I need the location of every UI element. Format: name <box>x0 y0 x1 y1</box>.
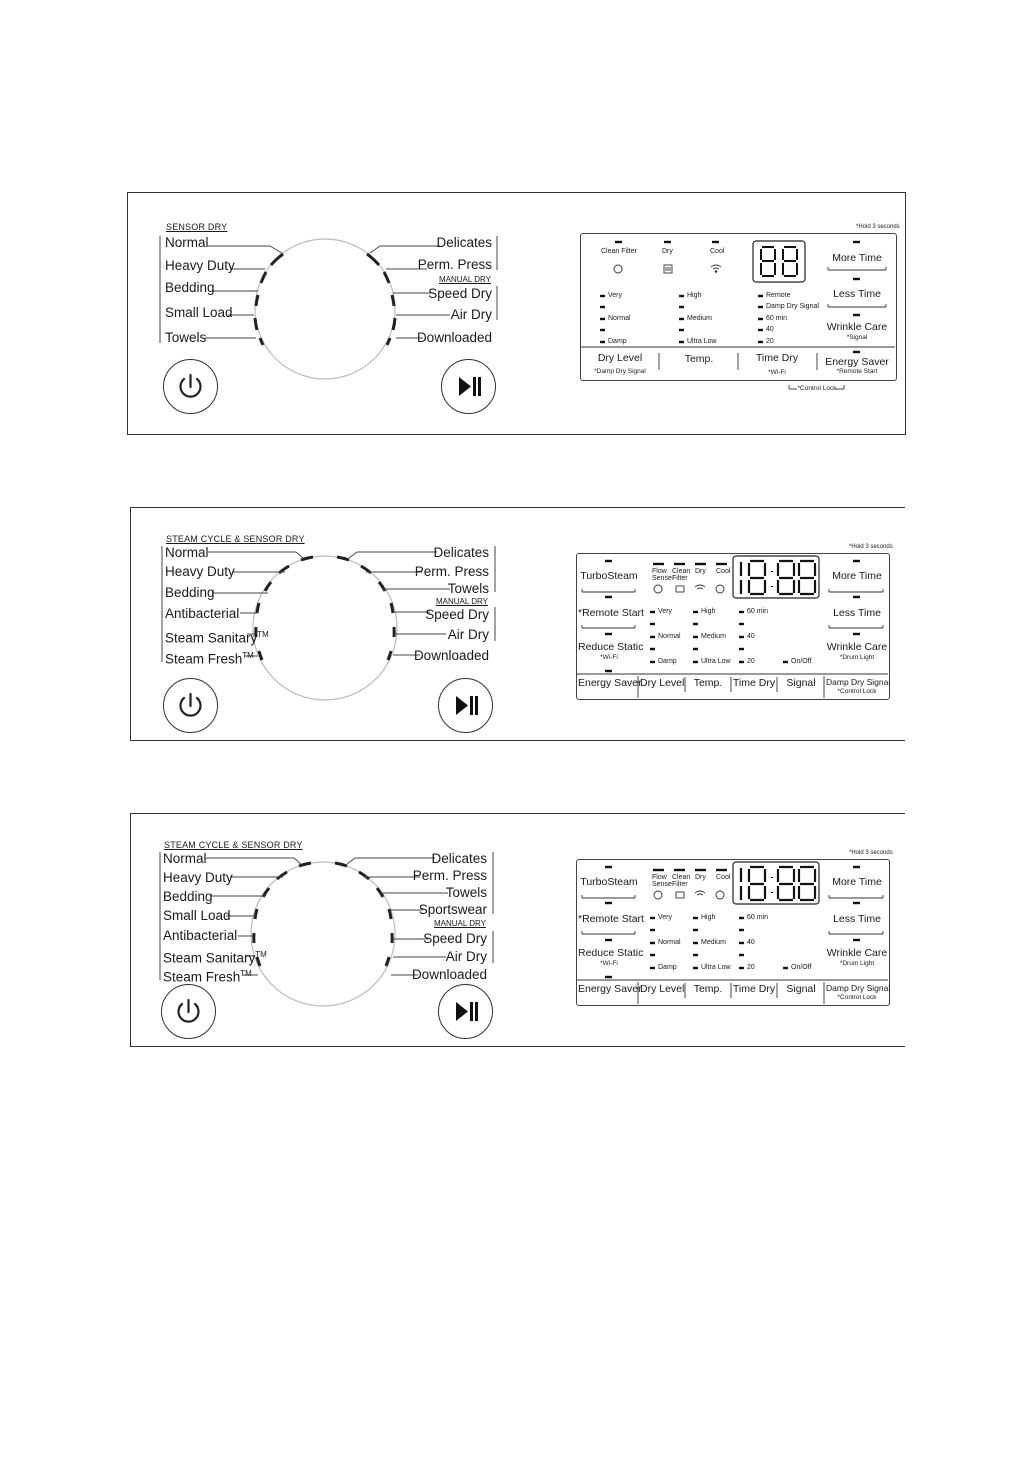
indicator-dry: Dry <box>662 248 673 255</box>
indicator-clean-filter: Clean Filter <box>601 248 637 255</box>
time-20: 20 <box>747 658 755 665</box>
cycle-heavy-duty[interactable]: Heavy Duty <box>163 870 233 885</box>
cycle-delicates[interactable]: Delicates <box>436 235 492 250</box>
cycle-heavy-duty[interactable]: Heavy Duty <box>165 258 235 273</box>
cycle-sportswear[interactable]: Sportswear <box>418 902 487 917</box>
turbosteam-button[interactable]: TurboSteam <box>580 876 638 888</box>
remote-start-sub: *Remote Start <box>836 368 878 375</box>
time-40: 40 <box>766 326 774 333</box>
cycle-downloaded[interactable]: Downloaded <box>411 967 487 982</box>
steam-fresh-text: Steam Fresh <box>165 651 243 667</box>
tm-mark: TM <box>240 969 252 978</box>
wrinkle-care-button[interactable]: Wrinkle Care <box>826 947 888 959</box>
signal-button[interactable]: Signal <box>786 677 816 689</box>
cycle-bedding[interactable]: Bedding <box>163 889 213 904</box>
tm-mark: TM <box>257 630 269 639</box>
energy-saver-button[interactable]: Energy Saver <box>578 983 642 995</box>
steam-sanitary-text: Steam Sanitary <box>163 950 256 966</box>
temp-high: High <box>701 608 716 615</box>
less-time-button[interactable]: Less Time <box>833 288 881 300</box>
indicator-dry: Dry <box>695 568 706 575</box>
damp-dry-signal-sub: *Damp Dry Signal <box>594 368 646 375</box>
on-off-label: On/Off <box>791 658 812 665</box>
dry-damp: Damp <box>608 338 627 345</box>
dry-normal: Normal <box>658 633 681 640</box>
steam-sensor-header: STEAM CYCLE & SENSOR DRY <box>164 840 303 850</box>
time-20: 20 <box>747 964 755 971</box>
time-dry-button[interactable]: Time Dry <box>732 983 776 995</box>
manual-dry-label: MANUAL DRY <box>438 275 491 284</box>
energy-saver-button[interactable]: Energy Saver <box>578 677 642 689</box>
indicator-dry: Dry <box>695 874 706 881</box>
time-remote: Remote <box>766 292 791 299</box>
cycle-heavy-duty[interactable]: Heavy Duty <box>165 564 235 579</box>
energy-saver-button[interactable]: Energy Saver <box>825 356 889 368</box>
steam-fresh-text: Steam Fresh <box>163 969 241 985</box>
wifi-sub: *Wi-Fi <box>600 654 618 661</box>
reduce-static-button[interactable]: Reduce Static <box>578 641 644 653</box>
more-time-button[interactable]: More Time <box>832 252 882 264</box>
cycle-air-dry[interactable]: Air Dry <box>447 627 489 642</box>
more-time-button[interactable]: More Time <box>832 570 882 582</box>
temp-high: High <box>687 292 702 299</box>
dry-damp: Damp <box>658 964 677 971</box>
dry-normal: Normal <box>658 939 681 946</box>
time-dry-button[interactable]: Time Dry <box>755 352 799 364</box>
dry-very: Very <box>658 608 673 615</box>
drum-light-sub: *Drum Light <box>839 654 875 661</box>
cycle-normal[interactable]: Normal <box>165 235 209 250</box>
hold-note: *Hold 3 seconds <box>856 224 900 230</box>
indicator-clean-filter: Clean Filter <box>672 568 691 582</box>
time-damp-dry-signal: Damp Dry Signal <box>766 303 819 310</box>
remote-start-button[interactable]: *Remote Start <box>578 607 644 619</box>
sensor-dry-header: SENSOR DRY <box>166 222 228 232</box>
damp-dry-signal-button[interactable]: Damp Dry Signal <box>826 677 891 687</box>
dry-very: Very <box>608 292 623 299</box>
indicator-cool: Cool <box>710 248 725 255</box>
steam-sensor-header: STEAM CYCLE & SENSOR DRY <box>166 534 305 544</box>
cycle-downloaded[interactable]: Downloaded <box>413 648 489 663</box>
temp-medium: Medium <box>701 633 726 640</box>
control-lock-note: *Control Lock <box>797 385 837 392</box>
cycle-small-load[interactable]: Small Load <box>163 908 231 923</box>
temp-ultra-low: Ultra Low <box>701 658 731 665</box>
time-20: 20 <box>766 338 774 345</box>
time-40: 40 <box>747 939 755 946</box>
cycle-perm-press[interactable]: Perm. Press <box>412 868 487 883</box>
signal-button[interactable]: Signal <box>786 983 816 995</box>
wifi-sub: *Wi-Fi <box>768 369 786 376</box>
indicator-clean-filter: Clean Filter <box>672 874 691 888</box>
time-dry-button[interactable]: Time Dry <box>732 677 776 689</box>
turbosteam-button[interactable]: TurboSteam <box>580 570 638 582</box>
cycle-delicates[interactable]: Delicates <box>433 545 489 560</box>
temp-button[interactable]: Temp. <box>693 983 723 995</box>
dry-level-button[interactable]: Dry Level <box>640 677 685 689</box>
time-60-min: 60 min <box>747 608 769 615</box>
wifi-sub: *Wi-Fi <box>600 960 618 967</box>
time-40: 40 <box>747 633 755 640</box>
cycle-normal[interactable]: Normal <box>165 545 209 560</box>
cycle-perm-press[interactable]: Perm. Press <box>417 257 492 272</box>
remote-start-button[interactable]: *Remote Start <box>578 913 644 925</box>
cycle-speed-dry[interactable]: Speed Dry <box>425 607 489 622</box>
dry-normal: Normal <box>608 315 631 322</box>
temp-ultra-low: Ultra Low <box>701 964 731 971</box>
cycle-small-load[interactable]: Small Load <box>165 305 233 320</box>
on-off-label: On/Off <box>791 964 812 971</box>
tm-mark: TM <box>255 950 267 959</box>
indicator-cool: Cool <box>716 874 731 881</box>
temp-button[interactable]: Temp. <box>684 353 714 365</box>
less-time-button[interactable]: Less Time <box>833 913 881 925</box>
indicator-cool: Cool <box>716 568 731 575</box>
temp-medium: Medium <box>701 939 726 946</box>
indicator-flow-sense: Flow Sense <box>652 568 672 582</box>
dry-level-button[interactable]: Dry Level <box>597 352 643 364</box>
cycle-normal[interactable]: Normal <box>163 851 207 866</box>
reduce-static-button[interactable]: Reduce Static <box>578 947 644 959</box>
cycle-air-dry[interactable]: Air Dry <box>445 949 487 964</box>
control-lock-sub: *Control Lock <box>837 994 877 1001</box>
control-lock-sub: *Control Lock <box>837 688 877 695</box>
cycle-towels[interactable]: Towels <box>445 885 487 900</box>
cycle-antibacterial[interactable]: Antibacterial <box>163 928 238 943</box>
damp-dry-signal-button[interactable]: Damp Dry Signal <box>826 983 891 993</box>
indicator-flow-sense: Flow Sense <box>652 874 672 888</box>
wrinkle-care-button[interactable]: Wrinkle Care <box>826 641 888 653</box>
cycle-speed-dry[interactable]: Speed Dry <box>428 286 492 301</box>
manual-dry-label: MANUAL DRY <box>433 919 486 928</box>
cycle-perm-press[interactable]: Perm. Press <box>414 564 489 579</box>
dry-very: Very <box>658 914 673 921</box>
cycle-bedding[interactable]: Bedding <box>165 280 215 295</box>
wrinkle-care-button[interactable]: Wrinkle Care <box>826 321 888 333</box>
cycle-downloaded[interactable]: Downloaded <box>416 330 492 345</box>
cycle-antibacterial[interactable]: Antibacterial <box>165 606 240 621</box>
tm-mark: TM <box>242 651 254 660</box>
hold-note: *Hold 3 seconds <box>849 850 893 856</box>
time-60-min: 60 min <box>766 315 788 322</box>
dry-level-button[interactable]: Dry Level <box>640 983 685 995</box>
cycle-delicates[interactable]: Delicates <box>431 851 487 866</box>
temp-medium: Medium <box>687 315 712 322</box>
temp-high: High <box>701 914 716 921</box>
dry-damp: Damp <box>658 658 677 665</box>
cycle-air-dry[interactable]: Air Dry <box>450 307 492 322</box>
cycle-bedding[interactable]: Bedding <box>165 585 215 600</box>
more-time-button[interactable]: More Time <box>832 876 882 888</box>
hold-note: *Hold 3 seconds <box>849 544 893 550</box>
cycle-towels[interactable]: Towels <box>447 581 489 596</box>
temp-ultra-low: Ultra Low <box>687 338 717 345</box>
time-60-min: 60 min <box>747 914 769 921</box>
temp-button[interactable]: Temp. <box>693 677 723 689</box>
manual-dry-label: MANUAL DRY <box>435 597 488 606</box>
steam-sanitary-text: Steam Sanitary <box>165 630 258 646</box>
less-time-button[interactable]: Less Time <box>833 607 881 619</box>
cycle-towels[interactable]: Towels <box>165 330 207 345</box>
cycle-speed-dry[interactable]: Speed Dry <box>423 931 487 946</box>
signal-sub: *Signal <box>846 334 868 341</box>
drum-light-sub: *Drum Light <box>839 960 875 967</box>
